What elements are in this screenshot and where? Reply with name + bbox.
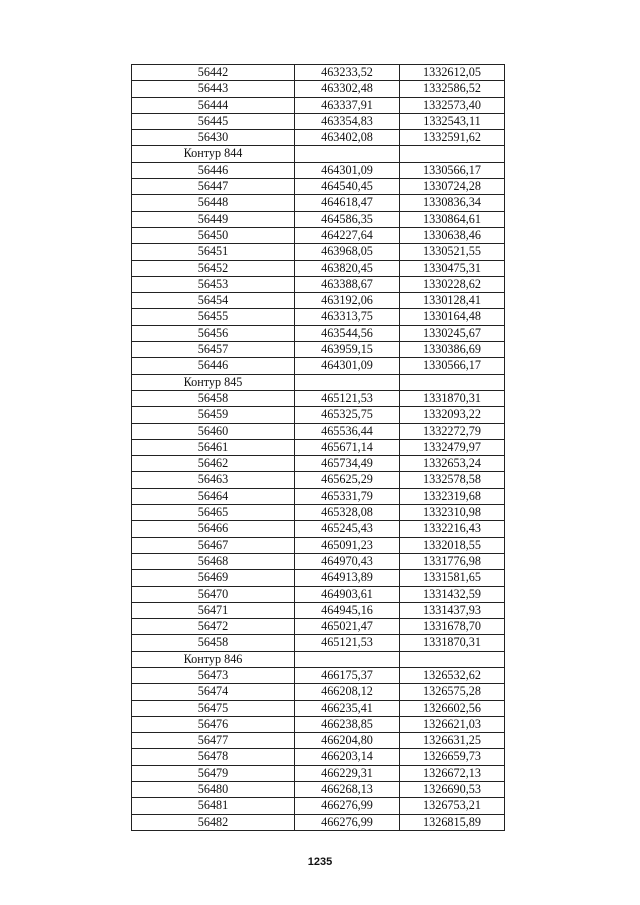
table-row: [132, 716, 505, 732]
x-coordinate-cell: 463402,08: [295, 130, 400, 146]
table-row: [132, 162, 505, 178]
table-row: [132, 635, 505, 651]
point-id-cell: 56445: [132, 113, 295, 129]
y-coordinate-cell: 1331432,59: [400, 586, 505, 602]
x-coordinate-cell: 464301,09: [295, 162, 400, 178]
table-row: [132, 325, 505, 341]
table-row: [132, 260, 505, 276]
point-id-cell: 56480: [132, 782, 295, 798]
y-coordinate-cell: 1326753,21: [400, 798, 505, 814]
point-id-cell: 56460: [132, 423, 295, 439]
x-coordinate-cell: 464913,89: [295, 570, 400, 586]
x-coordinate-cell: 465328,08: [295, 505, 400, 521]
point-id-cell: 56479: [132, 765, 295, 781]
y-coordinate-cell: 1332018,55: [400, 537, 505, 553]
empty-cell: [295, 146, 400, 162]
y-coordinate-cell: 1332586,52: [400, 81, 505, 97]
y-coordinate-cell: 1332310,98: [400, 505, 505, 521]
y-coordinate-cell: 1331678,70: [400, 619, 505, 635]
point-id-cell: 56442: [132, 65, 295, 81]
point-id-cell: 56466: [132, 521, 295, 537]
empty-cell: [400, 374, 505, 390]
y-coordinate-cell: 1326815,89: [400, 814, 505, 830]
table-row: [132, 309, 505, 325]
table-row: [132, 195, 505, 211]
point-id-cell: 56456: [132, 325, 295, 341]
point-id-cell: 56458: [132, 390, 295, 406]
y-coordinate-cell: 1330228,62: [400, 276, 505, 292]
table-row: [132, 602, 505, 618]
x-coordinate-cell: 466276,99: [295, 814, 400, 830]
table-row: [132, 81, 505, 97]
point-id-cell: 56457: [132, 342, 295, 358]
table-row: [132, 733, 505, 749]
point-id-cell: 56462: [132, 456, 295, 472]
x-coordinate-cell: 465625,29: [295, 472, 400, 488]
table-row: [132, 814, 505, 830]
x-coordinate-cell: 465536,44: [295, 423, 400, 439]
empty-cell: [295, 374, 400, 390]
point-id-cell: 56443: [132, 81, 295, 97]
y-coordinate-cell: 1330521,55: [400, 244, 505, 260]
table-row: [132, 130, 505, 146]
y-coordinate-cell: 1332543,11: [400, 113, 505, 129]
x-coordinate-cell: 463388,67: [295, 276, 400, 292]
contour-label: Контур 845: [132, 374, 295, 390]
point-id-cell: 56446: [132, 358, 295, 374]
point-id-cell: 56444: [132, 97, 295, 113]
point-id-cell: 56468: [132, 553, 295, 569]
x-coordinate-cell: 466229,31: [295, 765, 400, 781]
x-coordinate-cell: 465121,53: [295, 390, 400, 406]
y-coordinate-cell: 1331776,98: [400, 553, 505, 569]
point-id-cell: 56476: [132, 716, 295, 732]
x-coordinate-cell: 465331,79: [295, 488, 400, 504]
table-row: [132, 537, 505, 553]
point-id-cell: 56478: [132, 749, 295, 765]
point-id-cell: 56473: [132, 667, 295, 683]
point-id-cell: 56477: [132, 733, 295, 749]
table-row: [132, 276, 505, 292]
table-row: [132, 456, 505, 472]
point-id-cell: 56467: [132, 537, 295, 553]
point-id-cell: 56458: [132, 635, 295, 651]
x-coordinate-cell: 463820,45: [295, 260, 400, 276]
y-coordinate-cell: 1332479,97: [400, 439, 505, 455]
contour-header-row: [132, 374, 505, 390]
table-row: [132, 619, 505, 635]
point-id-cell: 56461: [132, 439, 295, 455]
x-coordinate-cell: 466208,12: [295, 684, 400, 700]
x-coordinate-cell: 463302,48: [295, 81, 400, 97]
x-coordinate-cell: 464618,47: [295, 195, 400, 211]
point-id-cell: 56465: [132, 505, 295, 521]
y-coordinate-cell: 1332578,58: [400, 472, 505, 488]
x-coordinate-cell: 464586,35: [295, 211, 400, 227]
x-coordinate-cell: 464903,61: [295, 586, 400, 602]
x-coordinate-cell: 463192,06: [295, 293, 400, 309]
table-row: [132, 342, 505, 358]
contour-label: Контур 844: [132, 146, 295, 162]
y-coordinate-cell: 1330864,61: [400, 211, 505, 227]
table-row: [132, 390, 505, 406]
table-row: [132, 667, 505, 683]
point-id-cell: 56471: [132, 602, 295, 618]
y-coordinate-cell: 1332216,43: [400, 521, 505, 537]
point-id-cell: 56455: [132, 309, 295, 325]
x-coordinate-cell: 466268,13: [295, 782, 400, 798]
x-coordinate-cell: 465671,14: [295, 439, 400, 455]
x-coordinate-cell: 466235,41: [295, 700, 400, 716]
table-row: [132, 570, 505, 586]
x-coordinate-cell: 463968,05: [295, 244, 400, 260]
y-coordinate-cell: 1326602,56: [400, 700, 505, 716]
x-coordinate-cell: 465325,75: [295, 407, 400, 423]
x-coordinate-cell: 465245,43: [295, 521, 400, 537]
y-coordinate-cell: 1331581,65: [400, 570, 505, 586]
x-coordinate-cell: 465734,49: [295, 456, 400, 472]
coordinates-table-body: [132, 65, 505, 831]
y-coordinate-cell: 1332093,22: [400, 407, 505, 423]
contour-label: Контур 846: [132, 651, 295, 667]
x-coordinate-cell: 466203,14: [295, 749, 400, 765]
x-coordinate-cell: 463544,56: [295, 325, 400, 341]
table-row: [132, 505, 505, 521]
x-coordinate-cell: 465091,23: [295, 537, 400, 553]
point-id-cell: 56463: [132, 472, 295, 488]
point-id-cell: 56475: [132, 700, 295, 716]
x-coordinate-cell: 463354,83: [295, 113, 400, 129]
table-row: [132, 244, 505, 260]
empty-cell: [295, 651, 400, 667]
point-id-cell: 56470: [132, 586, 295, 602]
x-coordinate-cell: 466175,37: [295, 667, 400, 683]
point-id-cell: 56474: [132, 684, 295, 700]
page-number: 1235: [307, 856, 333, 868]
y-coordinate-cell: 1330638,46: [400, 227, 505, 243]
y-coordinate-cell: 1330836,34: [400, 195, 505, 211]
table-row: [132, 488, 505, 504]
y-coordinate-cell: 1330566,17: [400, 162, 505, 178]
coordinates-table: [131, 64, 505, 831]
point-id-cell: 56447: [132, 179, 295, 195]
point-id-cell: 56454: [132, 293, 295, 309]
y-coordinate-cell: 1332591,62: [400, 130, 505, 146]
table-row: [132, 700, 505, 716]
y-coordinate-cell: 1330245,67: [400, 325, 505, 341]
x-coordinate-cell: 466276,99: [295, 798, 400, 814]
y-coordinate-cell: 1330566,17: [400, 358, 505, 374]
table-row: [132, 407, 505, 423]
point-id-cell: 56459: [132, 407, 295, 423]
table-row: [132, 472, 505, 488]
x-coordinate-cell: 466238,85: [295, 716, 400, 732]
y-coordinate-cell: 1332612,05: [400, 65, 505, 81]
y-coordinate-cell: 1330386,69: [400, 342, 505, 358]
point-id-cell: 56449: [132, 211, 295, 227]
point-id-cell: 56430: [132, 130, 295, 146]
point-id-cell: 56481: [132, 798, 295, 814]
point-id-cell: 56450: [132, 227, 295, 243]
x-coordinate-cell: 466204,80: [295, 733, 400, 749]
table-row: [132, 211, 505, 227]
y-coordinate-cell: 1332653,24: [400, 456, 505, 472]
point-id-cell: 56448: [132, 195, 295, 211]
contour-header-row: [132, 651, 505, 667]
table-row: [132, 553, 505, 569]
y-coordinate-cell: 1330475,31: [400, 260, 505, 276]
x-coordinate-cell: 463337,91: [295, 97, 400, 113]
x-coordinate-cell: 464227,64: [295, 227, 400, 243]
y-coordinate-cell: 1326690,53: [400, 782, 505, 798]
y-coordinate-cell: 1326532,62: [400, 667, 505, 683]
table-row: [132, 749, 505, 765]
table-row: [132, 293, 505, 309]
point-id-cell: 56472: [132, 619, 295, 635]
y-coordinate-cell: 1326631,25: [400, 733, 505, 749]
y-coordinate-cell: 1331437,93: [400, 602, 505, 618]
x-coordinate-cell: 463233,52: [295, 65, 400, 81]
table-row: [132, 227, 505, 243]
y-coordinate-cell: 1332272,79: [400, 423, 505, 439]
table-row: [132, 521, 505, 537]
point-id-cell: 56469: [132, 570, 295, 586]
x-coordinate-cell: 464945,16: [295, 602, 400, 618]
x-coordinate-cell: 465021,47: [295, 619, 400, 635]
y-coordinate-cell: 1330724,28: [400, 179, 505, 195]
x-coordinate-cell: 463313,75: [295, 309, 400, 325]
contour-header-row: [132, 146, 505, 162]
empty-cell: [400, 651, 505, 667]
table-row: [132, 798, 505, 814]
y-coordinate-cell: 1326659,73: [400, 749, 505, 765]
table-row: [132, 586, 505, 602]
y-coordinate-cell: 1331870,31: [400, 635, 505, 651]
empty-cell: [400, 146, 505, 162]
table-row: [132, 765, 505, 781]
y-coordinate-cell: 1326672,13: [400, 765, 505, 781]
point-id-cell: 56452: [132, 260, 295, 276]
table-row: [132, 439, 505, 455]
x-coordinate-cell: 465121,53: [295, 635, 400, 651]
x-coordinate-cell: 464540,45: [295, 179, 400, 195]
table-row: [132, 684, 505, 700]
point-id-cell: 56451: [132, 244, 295, 260]
point-id-cell: 56482: [132, 814, 295, 830]
table-row: [132, 65, 505, 81]
y-coordinate-cell: 1326575,28: [400, 684, 505, 700]
point-id-cell: 56453: [132, 276, 295, 292]
point-id-cell: 56464: [132, 488, 295, 504]
y-coordinate-cell: 1331870,31: [400, 390, 505, 406]
y-coordinate-cell: 1330128,41: [400, 293, 505, 309]
table-row: [132, 423, 505, 439]
y-coordinate-cell: 1326621,03: [400, 716, 505, 732]
x-coordinate-cell: 464301,09: [295, 358, 400, 374]
y-coordinate-cell: 1332573,40: [400, 97, 505, 113]
table-row: [132, 358, 505, 374]
table-row: [132, 97, 505, 113]
y-coordinate-cell: 1330164,48: [400, 309, 505, 325]
y-coordinate-cell: 1332319,68: [400, 488, 505, 504]
table-row: [132, 113, 505, 129]
x-coordinate-cell: 463959,15: [295, 342, 400, 358]
x-coordinate-cell: 464970,43: [295, 553, 400, 569]
table-row: [132, 782, 505, 798]
table-row: [132, 179, 505, 195]
point-id-cell: 56446: [132, 162, 295, 178]
